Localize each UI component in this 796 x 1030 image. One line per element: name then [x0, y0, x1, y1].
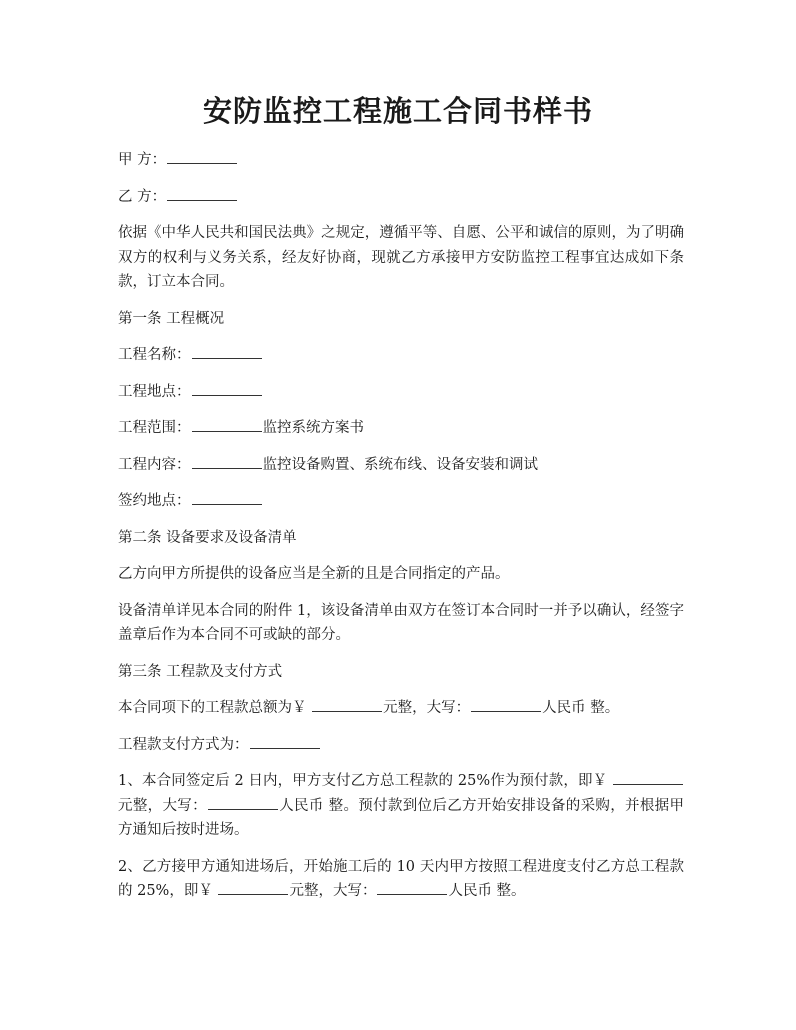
blank-line — [192, 357, 262, 359]
payment-method-label: 工程款支付方式为： — [118, 736, 249, 753]
blank-line — [377, 893, 447, 895]
payment-item-1 — [118, 769, 684, 843]
article1-heading: 第一条 工程概况 — [118, 310, 225, 327]
sign-location-line — [118, 489, 684, 514]
blank-line — [312, 710, 382, 712]
article3-heading: 第三条 工程款及支付方式 — [118, 663, 283, 680]
blank-line — [218, 893, 288, 895]
intro-paragraph: 依据《中华人民共和国民法典》之规定，遵循平等、自愿、公平和诚信的原则，为了明确双方的权利与义务关系，经友好协商，现就乙方承接甲方安防监控工程事宜达成如下条款，订立本合同。 — [118, 225, 684, 290]
party-a-label: 甲 方： — [118, 152, 167, 168]
pay1-suffix: 人民币 整。预付款到位后乙方开始安排设备的采购，并根据甲方通知后按时进场。 — [118, 797, 684, 838]
project-location-line — [118, 380, 684, 405]
article2-paragraph-1: 乙方向甲方所提供的设备应当是全新的且是合同指定的产品。 — [118, 566, 510, 582]
total-prefix: 本合同项下的工程款总额为￥ — [118, 700, 312, 716]
pay1-prefix: 1、本合同签定后 2 日内，甲方支付乙方总工程款的 25%作为预付款，即￥ — [118, 773, 612, 789]
payment-item-2 — [118, 855, 684, 904]
blank-line — [167, 199, 237, 201]
party-b-line — [118, 185, 684, 210]
document-title: 安防监控工程施工合同书样书 — [202, 94, 593, 128]
party-b-label: 乙 方： — [118, 188, 167, 205]
project-scope-line — [118, 416, 684, 441]
project-content-label: 工程内容： — [118, 456, 191, 473]
party-a-line — [118, 148, 684, 173]
project-content-line — [118, 453, 684, 478]
blank-line — [192, 394, 262, 396]
project-content-value: 监控设备购置、系统布线、设备安装和调试 — [262, 456, 538, 473]
pay2-prefix: 2、乙方接甲方通知进场后，开始施工后的 10 天内甲方按照工程进度支付乙方总工程款的 25%，即￥ — [118, 858, 684, 899]
project-scope-label: 工程范围： — [118, 420, 191, 436]
total-amount-line — [118, 696, 684, 721]
pay2-mid: 元整，大写： — [289, 883, 377, 899]
project-name-line — [118, 343, 684, 368]
project-location-label: 工程地点： — [118, 383, 191, 400]
blank-line — [167, 162, 237, 164]
total-mid: 元整，大写： — [383, 700, 471, 716]
total-suffix: 人民币 整。 — [542, 700, 620, 716]
project-scope-value: 监控系统方案书 — [262, 420, 364, 436]
blank-line — [208, 808, 278, 810]
blank-line — [192, 430, 262, 432]
blank-line — [192, 503, 262, 505]
blank-line — [192, 467, 262, 469]
blank-line — [613, 783, 683, 785]
article2-heading: 第二条 设备要求及设备清单 — [118, 529, 297, 546]
pay1-mid: 元整，大写： — [118, 797, 207, 814]
project-name-label: 工程名称： — [118, 347, 191, 363]
article2-paragraph-2: 设备清单详见本合同的附件 1，该设备清单由双方在签订本合同时一并予以确认，经签字盖章后作为本合同不可或缺的部分。 — [118, 602, 684, 643]
blank-line — [471, 710, 541, 712]
payment-method-line — [118, 733, 684, 758]
blank-line — [250, 747, 320, 749]
sign-location-label: 签约地点： — [118, 493, 191, 509]
pay2-suffix: 人民币 整。 — [448, 883, 526, 899]
document-body — [118, 148, 684, 904]
